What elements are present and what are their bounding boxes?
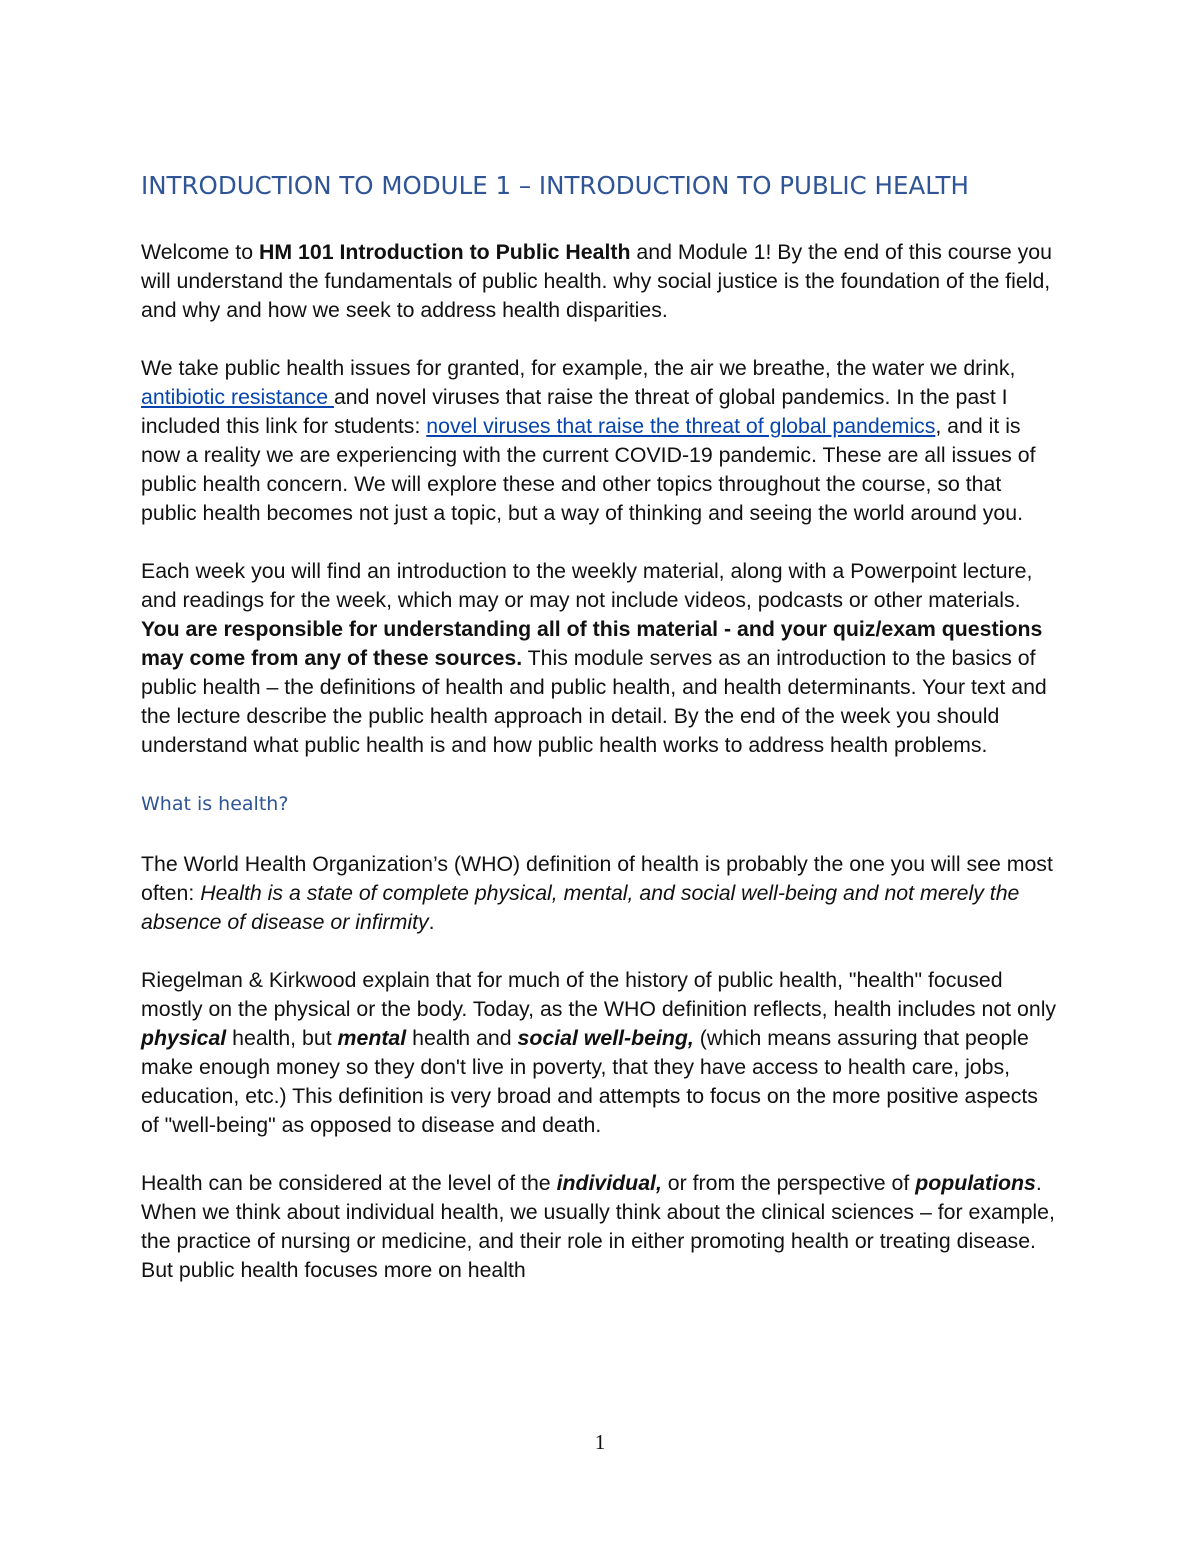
who-definition-paragraph: The World Health Organization’s (WHO) definition of health is probably the one you will see most often: Health is a state of complete physical, mental, and social well-being and not merely the absence of disease or infirmity.: [141, 852, 1053, 934]
antibiotic-resistance-link[interactable]: antibiotic resistance: [141, 385, 334, 409]
physical-emphasis: physical: [141, 1026, 227, 1050]
mental-emphasis: mental: [337, 1026, 407, 1050]
public-health-issues-paragraph: We take public health issues for granted, for example, the air we breathe, the water we drink, antibiotic resistance and novel viruses that raise the threat of global pandemics. In the past I included this link for students: novel viruses that raise the threat of global pandemics, and it is now a reality we are experiencing with the current COVID-19 pandemic. These are all issues of public health concern. We will explore these and other topics throughout the course, so that public health becomes not just a topic, but a way of thinking and seeing the world around you.: [141, 356, 1036, 525]
individual-populations-paragraph: Health can be considered at the level of the individual, or from the perspective of populations. When we think about individual health, we usually think about the clinical sciences – for example, the practice of nursing or medicine, and their role in either promoting health or treating disease. But public health focuses more on health: [141, 1171, 1055, 1282]
module-title: INTRODUCTION TO MODULE 1 – INTRODUCTION TO PUBLIC HEALTH: [141, 171, 969, 200]
what-is-health-heading: What is health?: [141, 793, 289, 815]
welcome-paragraph: Welcome to HM 101 Introduction to Public Health and Module 1! By the end of this course you will understand the fundamentals of public health. why social justice is the foundation of the field, and why and how we seek to address health disparities.: [141, 240, 1052, 322]
riegelman-paragraph: Riegelman & Kirkwood explain that for much of the history of public health, "health" focused mostly on the physical or the body. Today, as the WHO definition reflects, health includes not only physical health, but mental health and social well-being, (which means assuring that people make enough money so they don't live in poverty, that they have access to health care, jobs, education, etc.) This definition is very broad and attempts to focus on the more positive aspects of "well-being" as opposed to disease and death.: [141, 968, 1057, 1137]
course-name: HM 101 Introduction to Public Health: [258, 240, 631, 264]
populations-emphasis: populations: [915, 1171, 1036, 1195]
weekly-material-paragraph: Each week you will find an introduction to the weekly material, along with a Powerpoint lecture, and readings for the week, which may or may not include videos, podcasts or other materials. You are responsible for understanding all of this material - and your quiz/exam questions may come from any of these sources. This module serves as an introduction to the basics of public health – the definitions of health and public health, and health determinants. Your text and the lecture describe the public health approach in detail. By the end of the week you should understand what public health is and how public health works to address health problems.: [141, 559, 1047, 757]
responsibility-note: You are responsible for understanding all of this material - and your quiz/exam questions may come from any of these sources.: [141, 617, 1043, 670]
who-definition-quote: Health is a state of complete physical, mental, and social well-being and not merely the absence of disease or infirmity: [141, 881, 1020, 934]
page-number: 1: [594, 1430, 606, 1454]
individual-emphasis: individual,: [556, 1171, 662, 1195]
social-well-being-emphasis: social well-being,: [517, 1026, 694, 1050]
document-body: [141, 168, 1061, 1314]
novel-viruses-link[interactable]: novel viruses that raise the threat of global pandemics: [426, 414, 936, 438]
